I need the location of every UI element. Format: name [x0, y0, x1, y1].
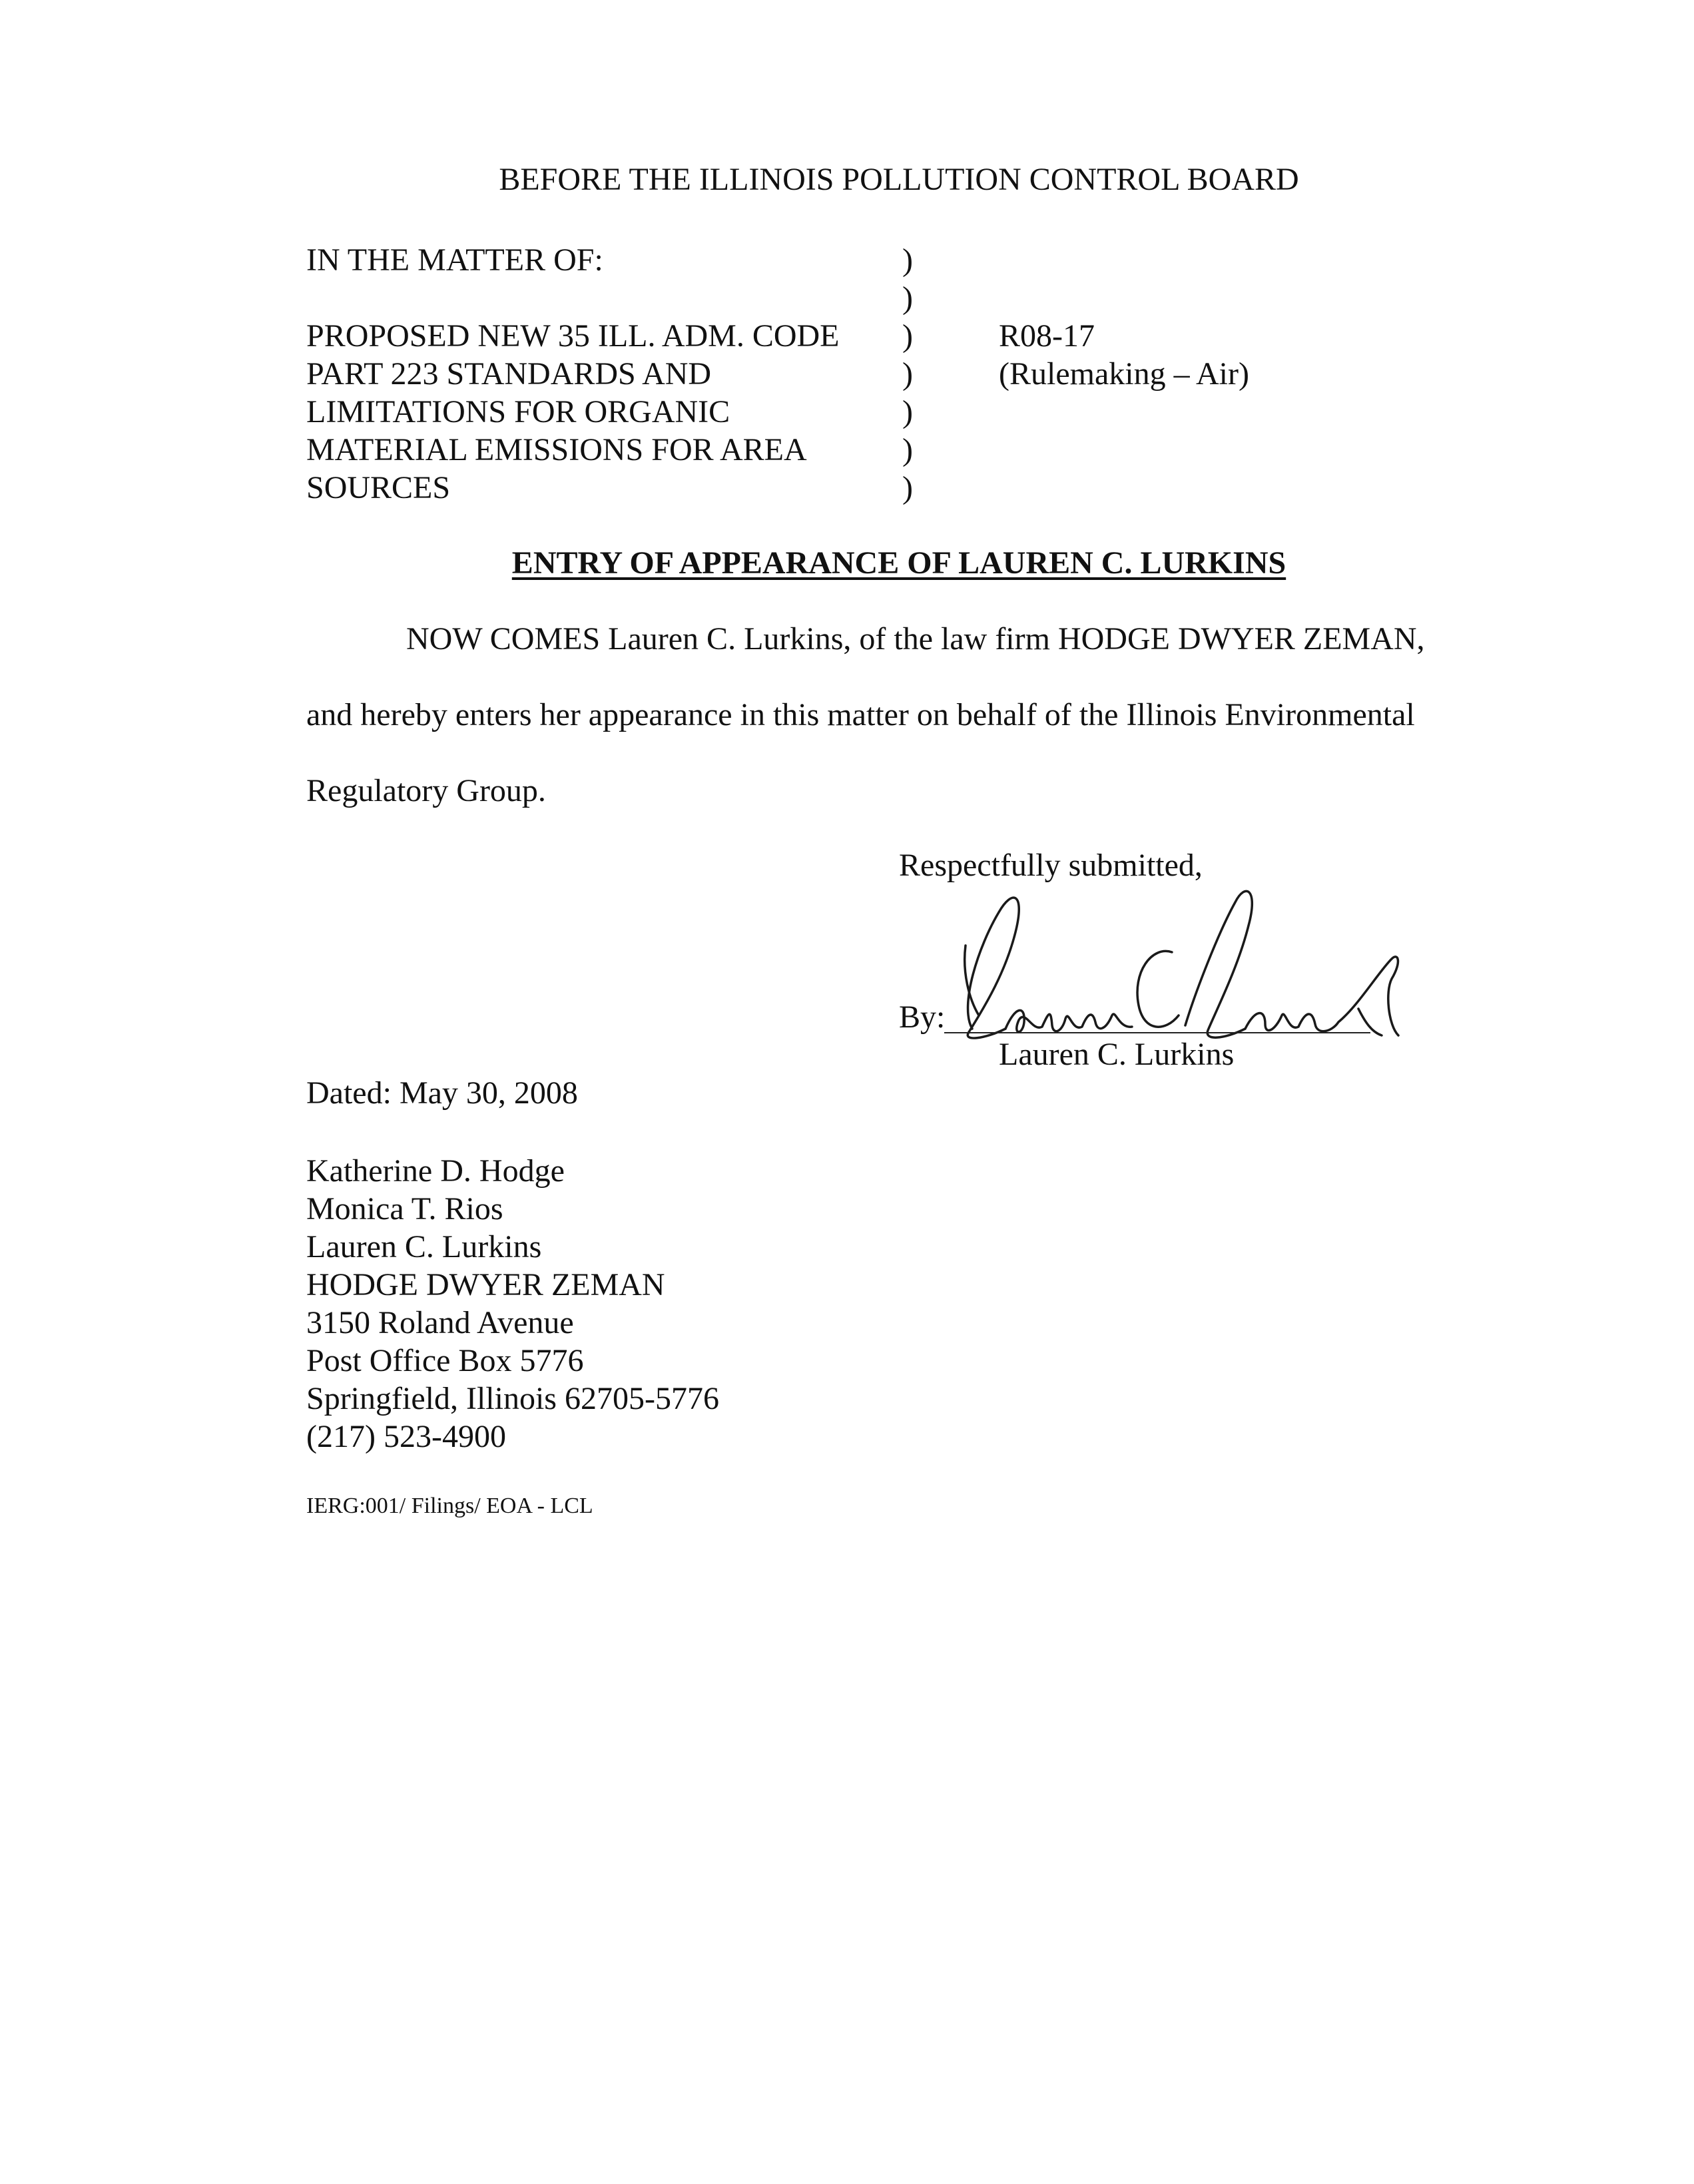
caption-paren: )	[902, 242, 913, 278]
date-line: Dated: May 30, 2008	[306, 1075, 578, 1111]
caption-paren: )	[902, 356, 913, 392]
docket-number: R08-17	[999, 318, 1095, 354]
caption-paren: )	[902, 470, 913, 505]
caption-paren: )	[902, 280, 913, 316]
closing-phrase: Respectfully submitted,	[899, 848, 1203, 883]
caption-paren: )	[902, 394, 913, 429]
docket-type: (Rulemaking – Air)	[999, 356, 1249, 392]
file-reference: IERG:001/ Filings/ EOA - LCL	[306, 1494, 593, 1518]
caption-line: MATERIAL EMISSIONS FOR AREA	[306, 432, 807, 467]
signer-name: Lauren C. Lurkins	[999, 1037, 1235, 1072]
body-line: NOW COMES Lauren C. Lurkins, of the law firm HODGE DWYER ZEMAN,	[406, 621, 1425, 657]
counsel-line: Springfield, Illinois 62705-5776	[306, 1381, 719, 1416]
handwritten-signature	[932, 872, 1412, 1052]
counsel-line: Lauren C. Lurkins	[306, 1229, 542, 1264]
caption-paren: )	[902, 432, 913, 467]
docket-info	[999, 317, 1249, 393]
document-title: ENTRY OF APPEARANCE OF LAUREN C. LURKINS	[511, 545, 1286, 581]
caption-paren: )	[902, 318, 913, 354]
signature-line	[944, 1032, 1370, 1033]
counsel-line: Post Office Box 5776	[306, 1343, 584, 1378]
case-caption	[306, 241, 839, 507]
counsel-line: Monica T. Rios	[306, 1191, 503, 1227]
counsel-line: 3150 Roland Avenue	[306, 1305, 574, 1340]
body-line: and hereby enters her appearance in this matter on behalf of the Illinois Environmental	[306, 697, 1415, 732]
caption-line: LIMITATIONS FOR ORGANIC	[306, 394, 730, 429]
caption-line	[306, 279, 839, 317]
counsel-line: (217) 523-4900	[306, 1419, 506, 1454]
caption-line: SOURCES	[306, 470, 451, 505]
counsel-line: Katherine D. Hodge	[306, 1153, 565, 1189]
body-line: Regulatory Group.	[306, 773, 546, 808]
caption-line: IN THE MATTER OF:	[306, 242, 603, 278]
caption-line: PROPOSED NEW 35 ILL. ADM. CODE	[306, 318, 840, 354]
board-title: BEFORE THE ILLINOIS POLLUTION CONTROL BOARD	[499, 162, 1299, 197]
by-label: By:	[899, 999, 946, 1035]
caption-parentheses	[902, 241, 913, 507]
caption-line: PART 223 STANDARDS AND	[306, 356, 712, 392]
counsel-block	[306, 1152, 719, 1456]
counsel-line: HODGE DWYER ZEMAN	[306, 1267, 665, 1302]
